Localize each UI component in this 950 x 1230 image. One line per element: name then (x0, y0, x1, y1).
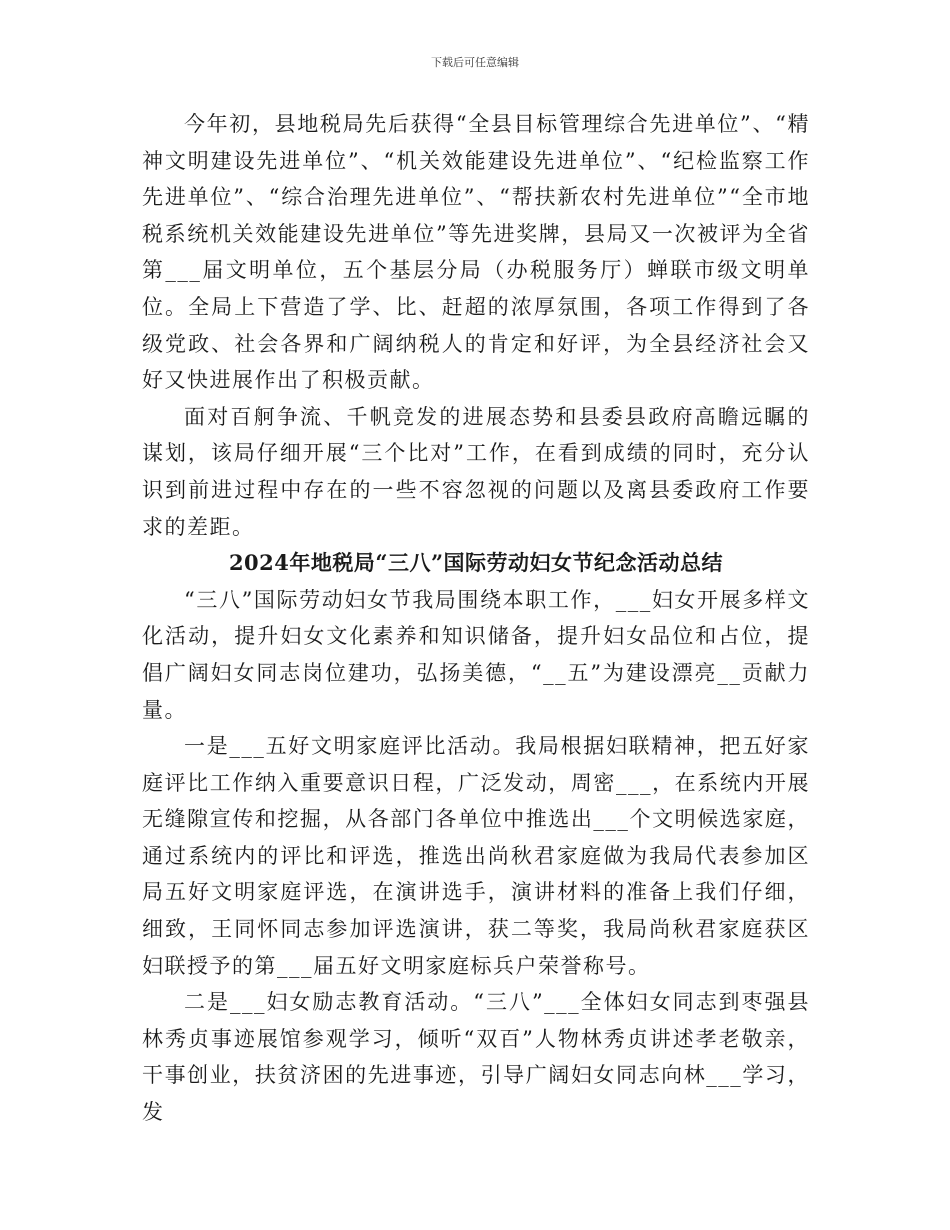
header-note: 下载后可任意编辑 (431, 56, 519, 69)
paragraph: 一是___五好文明家庭评比活动。我局根据妇联精神，把五好家庭评比工作纳入重要意识日程，广泛发动，周密___，在系统内开展无缝隙宣传和挖掘，从各部门各单位中推选出___个文明候选家庭，通过系统内的评比和评选，推选出尚秋君家庭做为我局代表参加区局五好文明家庭评选，在演讲选手，演讲材料的准备上我们仔细，细致，王同怀同志参加评选演讲，获二等奖，我局尚秋君家庭获区妇联授予的第___届五好文明家庭标兵户荣誉称号。 (142, 734, 810, 978)
paragraph: 面对百舸争流、千帆竞发的进展态势和县委县政府高瞻远瞩的谋划，该局仔细开展“三个比对”工作，在看到成绩的同时，充分认识到前进过程中存在的一些不容忽视的问题以及离县委政府工作要求的差距。 (142, 404, 810, 539)
document-body (142, 106, 810, 1131)
paragraph: 二是___妇女励志教育活动。“三八”___全体妇女同志到枣强县林秀贞事迹展馆参观学习，倾听“双百”人物林秀贞讲述孝老敬亲，干事创业，扶贫济困的先进事迹，引导广阔妇女同志向林___学习，发 (142, 990, 810, 1125)
paragraph: “三八”国际劳动妇女节我局围绕本职工作，___妇女开展多样文化活动，提升妇女文化素养和知识储备，提升妇女品位和占位，提倡广阔妇女同志岗位建功，弘扬美德，“__五”为建设漂亮__贡献力量。 (142, 587, 810, 722)
section-title: 2024年地税局“三八”国际劳动妇女节纪念活动总结 (228, 550, 724, 576)
paragraph: 今年初，县地税局先后获得“全县目标管理综合先进单位”、“精神文明建设先进单位”、“机关效能建设先进单位”、“纪检监察工作先进单位”、“综合治理先进单位”、“帮扶新农村先进单位”“全市地税系统机关效能建设先进单位”等先进奖牌，县局又一次被评为全省第___届文明单位，五个基层分局（办税服务厅）蝉联市级文明单位。全局上下营造了学、比、赶超的浓厚氛围，各项工作得到了各级党政、社会各界和广阔纳税人的肯定和好评，为全县经济社会又好又快进展作出了积极贡献。 (142, 112, 810, 393)
